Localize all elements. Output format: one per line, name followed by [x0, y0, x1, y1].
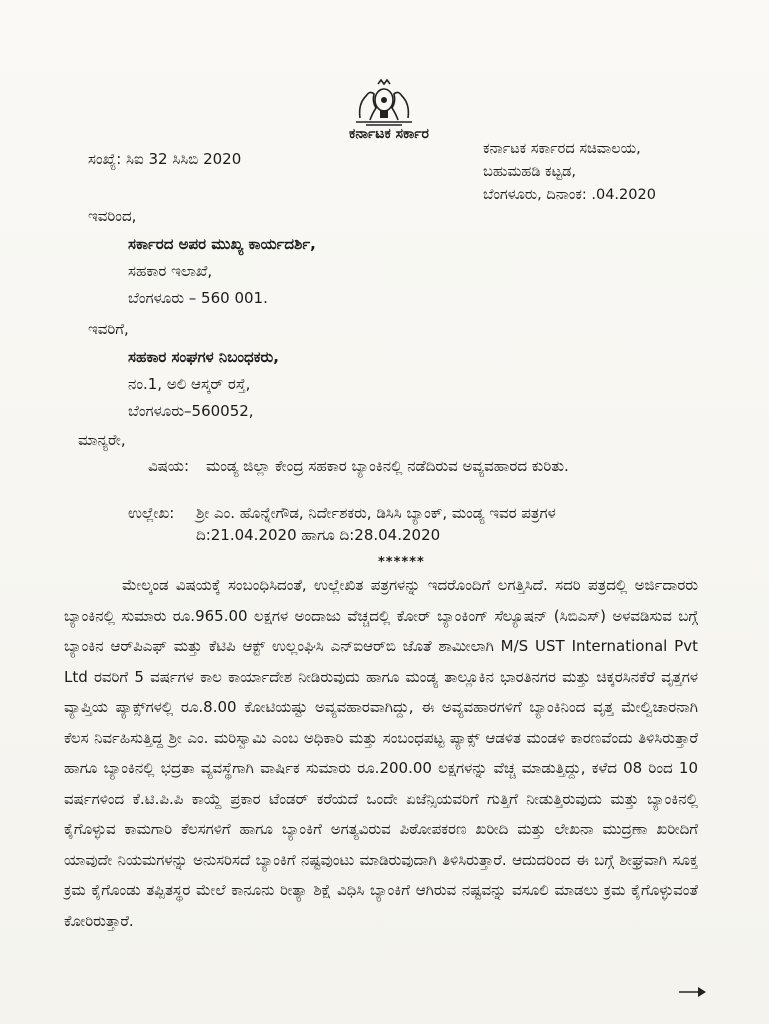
government-name: ಕರ್ನಾಟಕ ಸರ್ಕಾರ: [349, 126, 429, 142]
from-department: ಸಹಕಾರ ಇಲಾಖೆ,: [128, 262, 213, 280]
from-address: [128, 231, 316, 312]
subject-text: ಮಂಡ್ಯ ಜಿಲ್ಲಾ ಕೇಂದ್ರ ಸಹಕಾರ ಬ್ಯಾಂಕಿನಲ್ಲಿ ನಡೆದಿರುವ ಅವ್ಯವಹಾರದ ಕುರಿತು.: [206, 457, 569, 475]
address-line: ಬಹುಮಹಡಿ ಕಟ್ಟಡ,: [483, 164, 576, 180]
from-label: ಇವರಿಂದ,: [88, 207, 137, 225]
subject-line: [148, 455, 628, 477]
reference-line: [128, 502, 648, 546]
salutation: ಮಾನ್ಯರೇ,: [78, 431, 126, 449]
reference-text: ಶ್ರೀ ಎಂ. ಹೊನ್ನೇಗೌಡ, ನಿರ್ದೇಶಕರು, ಡಿಸಿಸಿ ಬ್ಯಾಂಕ್, ಮಂಡ್ಯ ಇವರ ಪತ್ರಗಳ ದಿ:21.04.2020 ಹಾಗೂ ದಿ:28.04.2020: [196, 504, 556, 544]
address-line: ಕರ್ನಾಟಕ ಸರ್ಕಾರದ ಸಚಿವಾಲಯ,: [483, 141, 641, 157]
to-address: [128, 344, 279, 425]
subject-label: ವಿಷಯ:: [148, 457, 189, 475]
separator: ******: [378, 555, 425, 570]
body-paragraph: ಮೇಲ್ಕಂಡ ವಿಷಯಕ್ಕೆ ಸಂಬಂಧಿಸಿದಂತೆ, ಉಲ್ಲೇಖಿತ ಪತ್ರಗಳನ್ನು ಇದರೊಂದಿಗೆ ಲಗತ್ತಿಸಿದೆ. ಸದರಿ ಪತ್ರದಲ್ಲಿ ಅರ್ಜಿದಾರರು ಬ್ಯಾಂಕಿನಲ್ಲಿ ಸುಮಾರು ರೂ.965.00 ಲಕ್ಷಗಳ ಅಂದಾಜು ವೆಚ್ಚದಲ್ಲಿ ಕೋರ್ ಬ್ಯಾಂಕಿಂಗ್ ಸೆಲ್ಯೂಷನ್ (ಸಿಬಿಎಸ್) ಅಳವಡಿಸುವ ಬಗ್ಗೆ ಬ್ಯಾಂಕಿನ ಆರ್‌ಪಿಎಫ್ ಮತ್ತು ಕೆಟಿಪಿ ಆಕ್ಟ್ ಉಲ್ಲಂಘಿಸಿ ಎನ್‌ಐಆರ್‌ಬಿ ಜೊತೆ ಶಾಮೀಲಾಗಿ M/S UST International Pvt Ltd ರವರಿಗೆ 5 ವರ್ಷಗಳ ಕಾಲ ಕಾರ್ಯಾದೇಶ ನೀಡಿರುವುದು ಹಾಗೂ ಮಂಡ್ಯ ತಾಲ್ಲೂಕಿನ ಭಾರತಿನಗರ ಮತ್ತು ಚಿಕ್ಕರಸಿನಕೆರೆ ವೃತ್ತಗಳ ವ್ಯಾಪ್ತಿಯ ಪ್ಯಾಕ್ಸ್‌ಗಳಲ್ಲಿ ರೂ.8.00 ಕೋಟಿಯಷ್ಟು ಅವ್ಯವಹಾರವಾಗಿದ್ದು, ಈ ಅವ್ಯವಹಾರಗಳಿಗೆ ಬ್ಯಾಂಕಿನಿಂದ ವೃತ್ತ ಮೇಲ್ವಿಚಾರನಾಗಿ ಕೆಲಸ ನಿರ್ವಹಿಸುತ್ತಿದ್ದ ಶ್ರೀ ಎಂ. ಮರಿಸ್ವಾಮಿ ಎಂಬ ಅಧಿಕಾರಿ ಮತ್ತು ಸಂಬಂಧಪಟ್ಟ ಪ್ಯಾಕ್ಸ್ ಆಡಳಿತ ಮಂಡಳಿ ಕಾರಣವೆಂದು ತಿಳಿಸಿರುತ್ತಾರೆ ಹಾಗೂ ಬ್ಯಾಂಕಿನಲ್ಲಿ ಭದ್ರತಾ ವ್ಯವಸ್ಥೆಗಾಗಿ ವಾರ್ಷಿಕ ಸುಮಾರು ರೂ.200.00 ಲಕ್ಷಗಳನ್ನು ವೆಚ್ಚ ಮಾಡುತ್ತಿದ್ದು, ಕಳೆದ 08 ರಿಂದ 10 ವರ್ಷಗಳಿಂದ ಕೆ.ಟಿ.ಪಿ.ಪಿ ಕಾಯ್ದೆ ಪ್ರಕಾರ ಟೆಂಡರ್ ಕರೆಯದೆ ಒಂದೇ ಏಜೆನ್ಸಿಯವರಿಗೆ ಗುತ್ತಿಗೆ ನೀಡುತ್ತಿರುವುದು ಮತ್ತು ಬ್ಯಾಂಕಿನಲ್ಲಿ ಕೈಗೊಳ್ಳುವ ಕಾಮಗಾರಿ ಕೆಲಸಗಳಿಗೆ ಹಾಗೂ ಬ್ಯಾಂಕಿಗೆ ಅಗತ್ಯವಿರುವ ಪಿಠೋಪಕರಣ ಖರೀದಿ ಮತ್ತು ಲೇಖನಾ ಮುದ್ರಣಾ ಖರೀದಿಗೆ ಯಾವುದೇ ನಿಯಮಗಳನ್ನು ಅನುಸರಿಸದೆ ಬ್ಯಾಂಕಿಗೆ ನಷ್ಟವುಂಟು ಮಾಡಿರುವುದಾಗಿ ತಿಳಿಸಿರುತ್ತಾರೆ. ಆದುದರಿಂದ ಈ ಬಗ್ಗೆ ಶೀಘ್ರವಾಗಿ ಸೂಕ್ತ ಕ್ರಮ ಕೈಗೊಂಡು ತಪ್ಪಿತಸ್ಥರ ಮೇಲೆ ಕಾನೂನು ರೀತ್ಯಾ ಶಿಕ್ಷೆ ವಿಧಿಸಿ ಬ್ಯಾಂಕಿಗೆ ಆಗಿರುವ ನಷ್ಟವನ್ನು ವಸೂಲಿ ಮಾಡಲು ಕ್ರಮ ಕೈಗೊಳ್ಳುವಂತೆ ಕೋರಿರುತ್ತಾರೆ.: [64, 576, 698, 930]
to-street: ನಂ.1, ಅಲಿ ಆಸ್ಕರ್ ರಸ್ತೆ,: [128, 375, 251, 393]
sender-office-address: [483, 138, 656, 207]
from-title: ಸರ್ಕಾರದ ಅಪರ ಮುಖ್ಯ ಕಾರ್ಯದರ್ಶಿ,: [128, 235, 316, 253]
reference-label: ಉಲ್ಲೇಖ:: [128, 504, 175, 522]
state-emblem-icon: [352, 78, 416, 126]
reference-number: ಸಂಖ್ಯೆ: ಸಿಐ 32 ಸಿಸಿಬಿ 2020: [88, 150, 242, 168]
continue-arrow-icon: [678, 985, 708, 999]
to-city: ಬೆಂಗಳೂರು–560052,: [128, 402, 254, 420]
to-title: ಸಹಕಾರ ಸಂಘಗಳ ನಿಬಂಧಕರು,: [128, 348, 279, 366]
from-city: ಬೆಂಗಳೂರು – 560 001.: [128, 289, 268, 307]
address-line: ಬೆಂಗಳೂರು, ದಿನಾಂಕ: .04.2020: [483, 187, 656, 203]
to-label: ಇವರಿಗೆ,: [88, 320, 129, 338]
